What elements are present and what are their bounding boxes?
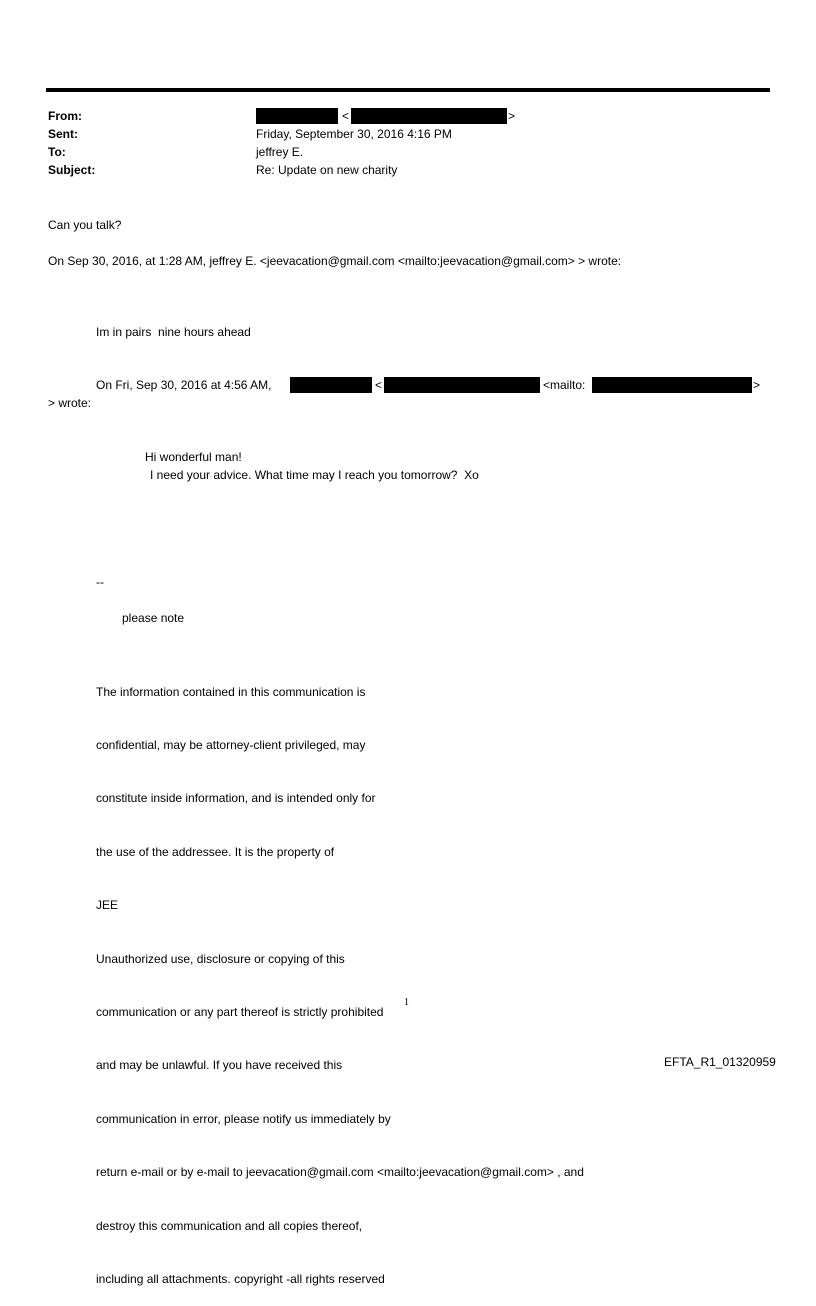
redaction-sender-name: [290, 377, 372, 393]
disclaimer-line: the use of the addressee. It is the property of: [96, 844, 335, 859]
disclaimer-line: and may be unlawful. If you have received this: [96, 1058, 343, 1073]
quote-attribution-2-lt: <: [375, 378, 383, 392]
disclaimer-line: constitute inside information, and is intended only for: [96, 791, 376, 806]
disclaimer-line: Unauthorized use, disclosure or copying of this: [96, 951, 345, 966]
to-label: To:: [48, 145, 66, 159]
signature-note: please note: [122, 611, 185, 625]
quoted-message-1: Im in pairs nine hours ahead: [96, 325, 251, 339]
nested-quote-line-2: I need your advice. What time may I reach you tomorrow? Xo: [150, 468, 479, 482]
subject-label: Subject:: [48, 163, 96, 177]
quote-attribution-2-prefix: On Fri, Sep 30, 2016 at 4:56 AM,: [96, 378, 272, 392]
disclaimer-paragraph: [96, 648, 584, 1306]
redaction-mailto-email: [592, 377, 752, 393]
from-label: From:: [48, 109, 82, 123]
disclaimer-line: including all attachments. copyright -all rights reserved: [96, 1271, 385, 1286]
quote-attribution-2-wrote: > wrote:: [48, 396, 92, 410]
disclaimer-line: confidential, may be attorney-client privileged, may: [96, 737, 366, 752]
page-number: 1: [404, 997, 409, 1008]
signature-separator: --: [96, 575, 104, 589]
nested-quote-line-1: Hi wonderful man!: [145, 450, 242, 464]
subject-value: Re: Update on new charity: [256, 163, 398, 177]
redaction-from-email: [351, 108, 507, 124]
from-gt: >: [508, 109, 516, 123]
redaction-sender-email: [384, 377, 540, 393]
sent-label: Sent:: [48, 127, 78, 141]
sent-value: Friday, September 30, 2016 4:16 PM: [256, 127, 452, 141]
from-lt: <: [342, 109, 350, 123]
disclaimer-line: communication in error, please notify us immediately by: [96, 1111, 391, 1126]
document-id: EFTA_R1_01320959: [664, 1055, 776, 1069]
header-rule: [46, 88, 770, 92]
disclaimer-line: The information contained in this communication is: [96, 684, 366, 699]
to-value: jeffrey E.: [256, 145, 304, 159]
quote-attribution-2-mailto: <mailto:: [543, 378, 586, 392]
quote-attribution-1: On Sep 30, 2016, at 1:28 AM, jeffrey E. <jeevacation@gmail.com <mailto:jeevacation@gmail.com> > wrote:: [48, 254, 622, 268]
disclaimer-line: return e-mail or by e-mail to jeevacation@gmail.com <mailto:jeevacation@gmail.com> , and: [96, 1165, 584, 1180]
disclaimer-line: JEE: [96, 898, 119, 913]
disclaimer-line: destroy this communication and all copies thereof,: [96, 1218, 363, 1233]
redaction-from-name: [256, 108, 338, 124]
quote-attribution-2-gt: >: [753, 378, 761, 392]
disclaimer-line: communication or any part thereof is strictly prohibited: [96, 1004, 384, 1019]
reply-line: Can you talk?: [48, 218, 122, 232]
